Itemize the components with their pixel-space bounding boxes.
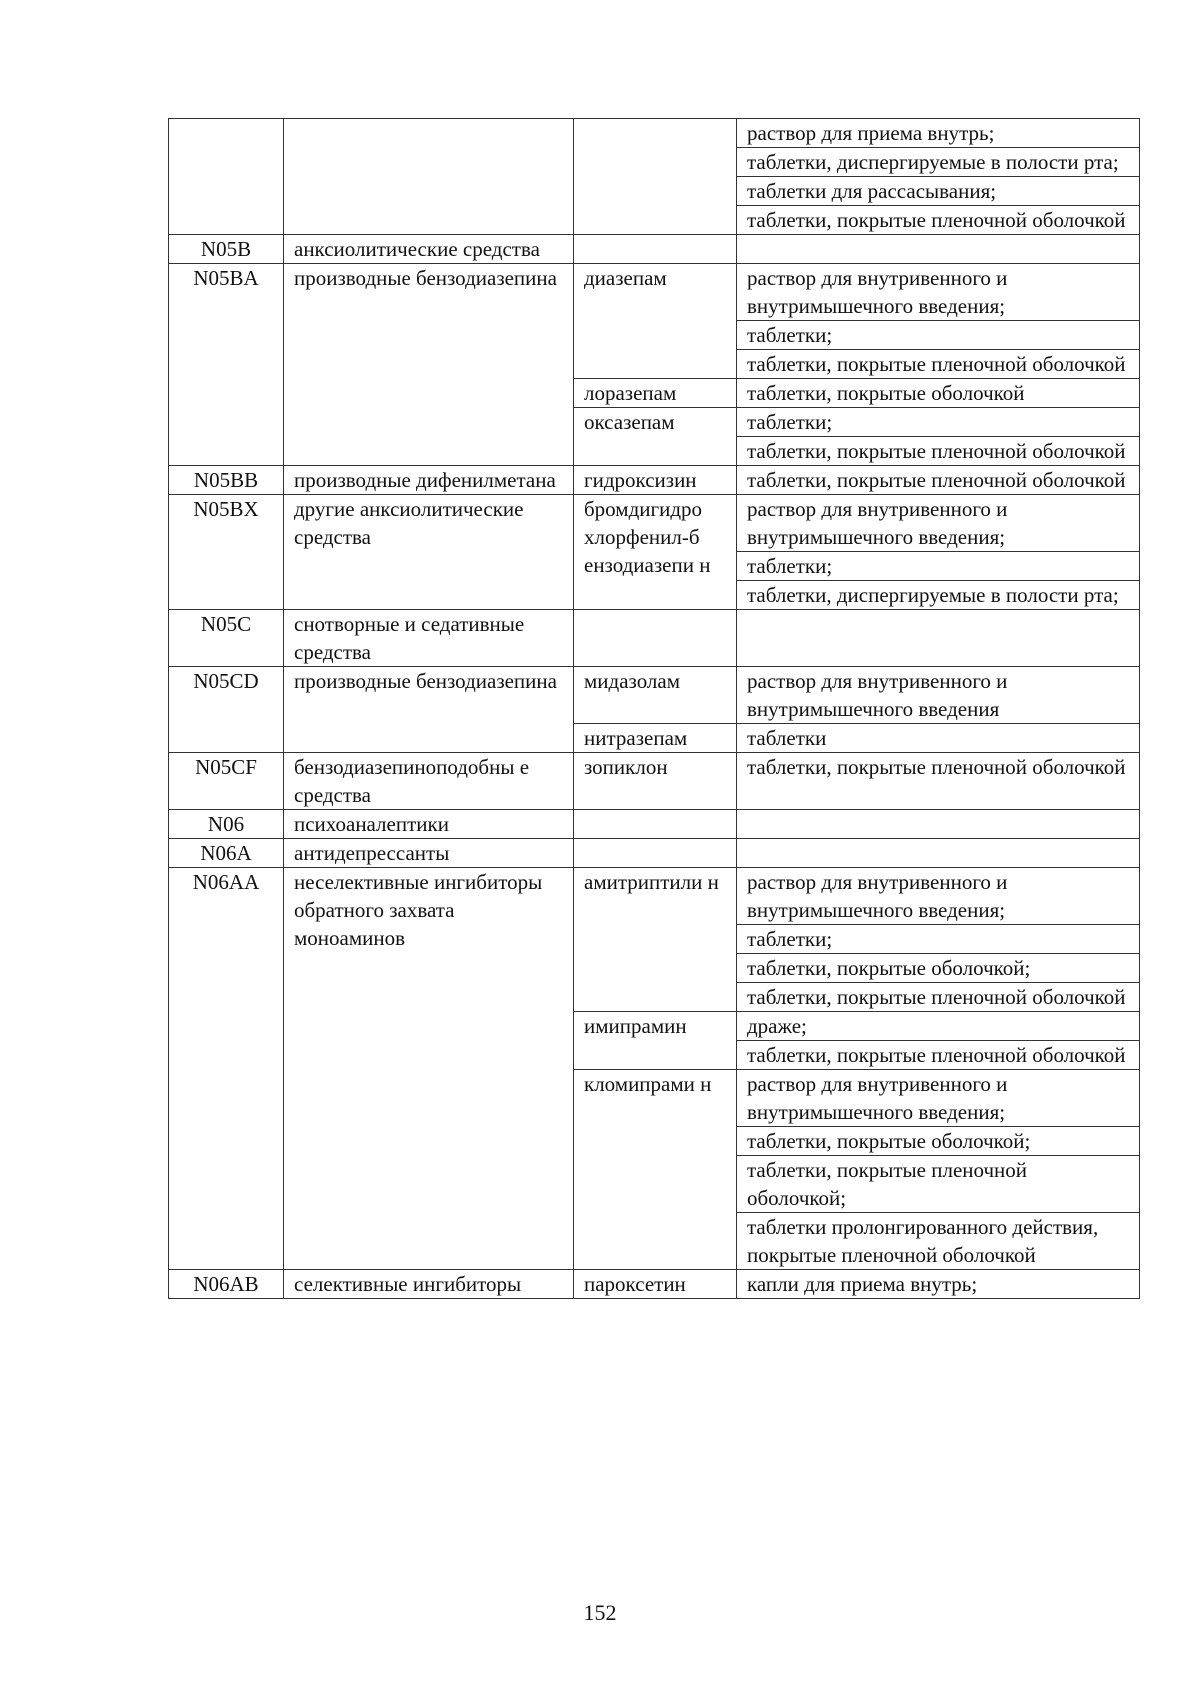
dosage-form-cell: таблетки, диспергируемые в полости рта; xyxy=(737,148,1140,177)
drug-name-cell: лоразепам xyxy=(574,379,737,408)
dosage-form-cell: таблетки; xyxy=(737,408,1140,437)
dosage-form-cell: таблетки, покрытые пленочной оболочкой; xyxy=(737,1156,1140,1213)
table-row xyxy=(169,1270,1140,1299)
dosage-form-cell xyxy=(737,839,1140,868)
drug-name-cell xyxy=(574,810,737,839)
atc-code-cell: N06AB xyxy=(169,1270,284,1299)
dosage-form-cell: таблетки, покрытые пленочной оболочкой xyxy=(737,1041,1140,1070)
drug-name-cell xyxy=(574,235,737,264)
drug-name-cell xyxy=(574,119,737,235)
atc-code-cell xyxy=(169,119,284,235)
table-row xyxy=(169,466,1140,495)
dosage-form-cell: таблетки, покрытые пленочной оболочкой xyxy=(737,466,1140,495)
dosage-form-cell: таблетки, покрытые оболочкой; xyxy=(737,954,1140,983)
drug-name-cell: оксазепам xyxy=(574,408,737,466)
dosage-form-cell: раствор для внутривенного и внутримышечного введения; xyxy=(737,1070,1140,1127)
dosage-form-cell xyxy=(737,610,1140,667)
dosage-form-cell: раствор для внутривенного и внутримышечного введения; xyxy=(737,868,1140,925)
dosage-form-cell: драже; xyxy=(737,1012,1140,1041)
table-row xyxy=(169,235,1140,264)
dosage-form-cell: раствор для внутривенного и внутримышечного введения; xyxy=(737,495,1140,552)
dosage-form-cell: таблетки, покрытые пленочной оболочкой xyxy=(737,437,1140,466)
dosage-form-cell: капли для приема внутрь; xyxy=(737,1270,1140,1299)
table-row xyxy=(169,495,1140,552)
atc-code-cell: N05CF xyxy=(169,753,284,810)
atc-code-cell: N06 xyxy=(169,810,284,839)
table-row xyxy=(169,667,1140,724)
dosage-form-cell xyxy=(737,810,1140,839)
drug-table xyxy=(168,118,1140,1299)
drug-name-cell: диазепам xyxy=(574,264,737,379)
dosage-form-cell xyxy=(737,235,1140,264)
drug-name-cell: имипрамин xyxy=(574,1012,737,1070)
group-name-cell: производные бензодиазепина xyxy=(284,667,574,753)
drug-name-cell: кломипрами н xyxy=(574,1070,737,1270)
dosage-form-cell: раствор для приема внутрь; xyxy=(737,119,1140,148)
table-row xyxy=(169,119,1140,148)
table-row xyxy=(169,839,1140,868)
group-name-cell: другие анксиолитические средства xyxy=(284,495,574,610)
table-row xyxy=(169,264,1140,321)
group-name-cell: производные дифенилметана xyxy=(284,466,574,495)
dosage-form-cell: таблетки пролонгированного действия, покрытые пленочной оболочкой xyxy=(737,1213,1140,1270)
dosage-form-cell: таблетки, покрытые пленочной оболочкой xyxy=(737,206,1140,235)
dosage-form-cell: таблетки для рассасывания; xyxy=(737,177,1140,206)
dosage-form-cell: раствор для внутривенного и внутримышечного введения xyxy=(737,667,1140,724)
drug-name-cell xyxy=(574,839,737,868)
drug-name-cell: бромдигидро хлорфенил-б ензодиазепи н xyxy=(574,495,737,610)
drug-name-cell: нитразепам xyxy=(574,724,737,753)
atc-code-cell: N06A xyxy=(169,839,284,868)
group-name-cell: снотворные и седативные средства xyxy=(284,610,574,667)
dosage-form-cell: таблетки, покрытые оболочкой; xyxy=(737,1127,1140,1156)
atc-code-cell: N05CD xyxy=(169,667,284,753)
atc-code-cell: N05BB xyxy=(169,466,284,495)
atc-code-cell: N05BX xyxy=(169,495,284,610)
dosage-form-cell: таблетки, покрытые пленочной оболочкой xyxy=(737,983,1140,1012)
dosage-form-cell: таблетки, диспергируемые в полости рта; xyxy=(737,581,1140,610)
drug-name-cell xyxy=(574,610,737,667)
group-name-cell: антидепрессанты xyxy=(284,839,574,868)
drug-name-cell: гидроксизин xyxy=(574,466,737,495)
group-name-cell: бензодиазепиноподобны е средства xyxy=(284,753,574,810)
group-name-cell xyxy=(284,119,574,235)
dosage-form-cell: таблетки; xyxy=(737,925,1140,954)
drug-name-cell: амитриптили н xyxy=(574,868,737,1012)
dosage-form-cell: таблетки xyxy=(737,724,1140,753)
dosage-form-cell: таблетки, покрытые пленочной оболочкой xyxy=(737,753,1140,810)
group-name-cell: психоаналептики xyxy=(284,810,574,839)
atc-code-cell: N05B xyxy=(169,235,284,264)
group-name-cell: неселективные ингибиторы обратного захвата моноаминов xyxy=(284,868,574,1270)
atc-code-cell: N05BA xyxy=(169,264,284,466)
table-row xyxy=(169,610,1140,667)
drug-name-cell: зопиклон xyxy=(574,753,737,810)
drug-name-cell: пароксетин xyxy=(574,1270,737,1299)
drug-name-cell: мидазолам xyxy=(574,667,737,724)
atc-code-cell: N06AA xyxy=(169,868,284,1270)
page-number: 152 xyxy=(583,1600,617,1625)
atc-code-cell: N05C xyxy=(169,610,284,667)
table-row xyxy=(169,868,1140,925)
group-name-cell: производные бензодиазепина xyxy=(284,264,574,466)
dosage-form-cell: раствор для внутривенного и внутримышечного введения; xyxy=(737,264,1140,321)
dosage-form-cell: таблетки; xyxy=(737,321,1140,350)
dosage-form-cell: таблетки; xyxy=(737,552,1140,581)
table-row xyxy=(169,753,1140,810)
table-row xyxy=(169,810,1140,839)
dosage-form-cell: таблетки, покрытые пленочной оболочкой xyxy=(737,350,1140,379)
group-name-cell: селективные ингибиторы xyxy=(284,1270,574,1299)
dosage-form-cell: таблетки, покрытые оболочкой xyxy=(737,379,1140,408)
group-name-cell: анксиолитические средства xyxy=(284,235,574,264)
